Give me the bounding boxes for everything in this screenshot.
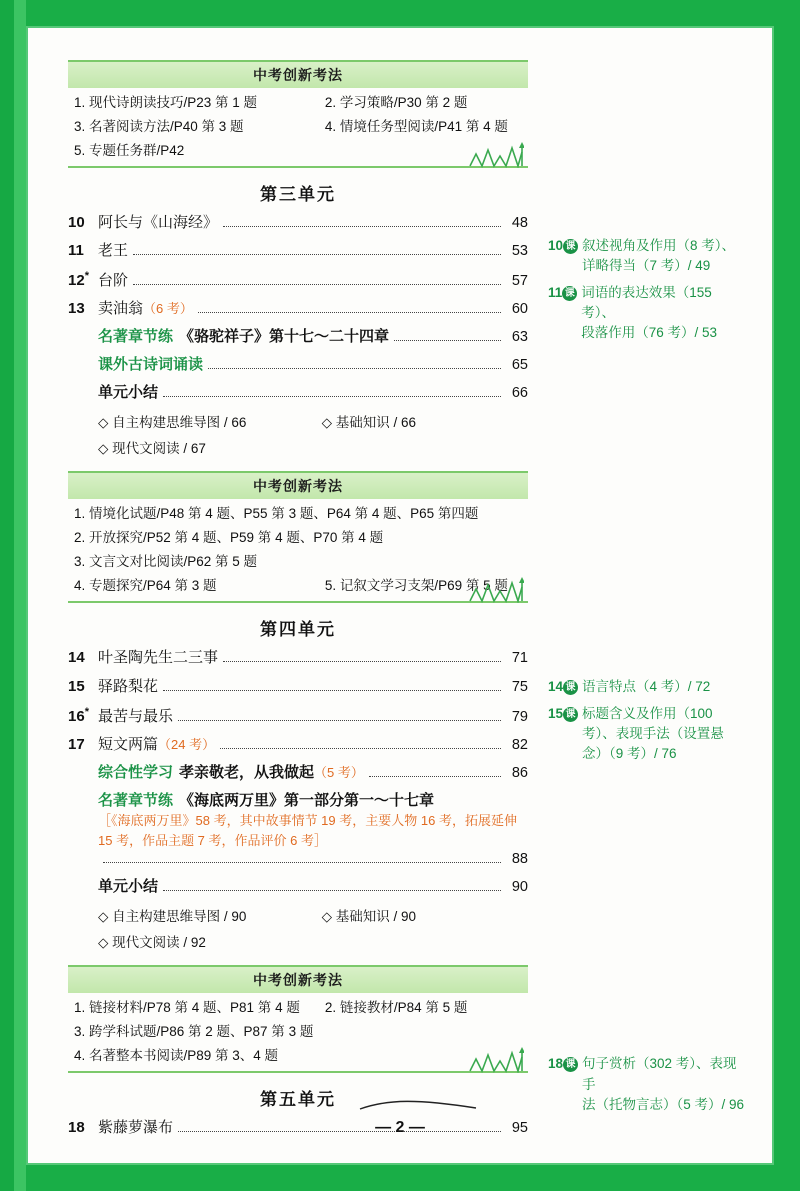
entry-category: 课外古诗词诵读 — [98, 356, 204, 374]
entry-note: （24 考） — [158, 736, 216, 752]
entry-number: 17 — [68, 735, 85, 753]
leader-dots — [133, 284, 501, 285]
entry-category: 综合性学习 — [98, 763, 174, 781]
side-note-line: 念）（9 考）/ 76 — [582, 746, 677, 761]
entry-label: 紫藤萝瀑布 — [98, 1119, 174, 1137]
entry-label: 最苦与最乐 — [98, 707, 174, 725]
exam-method-box-1 — [68, 60, 528, 168]
entry-label: 短文两篇 — [98, 735, 159, 753]
entry-label: 驿路梨花 — [98, 677, 159, 695]
entry-page: 88 — [511, 851, 528, 867]
unit-title-5: 第五单元 — [260, 1090, 336, 1110]
zigzag-decoration-icon — [468, 1047, 524, 1073]
toc-side-notes-column — [548, 54, 748, 1121]
leader-dots — [369, 776, 501, 777]
toc-entry[interactable] — [68, 299, 528, 320]
toc-entry-comprehensive-learning[interactable] — [68, 763, 528, 784]
side-note-line: 考）、表现手法（设置悬 — [582, 725, 724, 741]
leader-dots — [178, 720, 501, 721]
side-note-number: 18 — [548, 1056, 564, 1072]
entry-number: 15 — [68, 677, 85, 695]
exam-item: 4. 情境任务型阅读/P41 第 4 题 — [324, 119, 508, 134]
toc-entry-chapter-practice[interactable] — [68, 327, 528, 348]
entry-number: 12 * — [68, 269, 98, 291]
exam-box-row — [68, 112, 528, 136]
subitem[interactable]: ◇ 自主构建思维导图 / 66 — [98, 415, 247, 431]
side-note-circle-icon: 课 — [563, 1057, 578, 1072]
exam-item: 2. 学习策略/P30 第 2 题 — [324, 95, 468, 110]
subitem[interactable]: ◇ 现代文阅读 / 67 — [98, 441, 206, 457]
leader-dots — [223, 661, 501, 662]
entry-page: 90 — [511, 879, 528, 896]
exam-box-row — [68, 523, 528, 547]
entry-label: 卖油翁 — [98, 300, 144, 318]
side-note-number: 11 — [548, 284, 563, 300]
entry-page: 57 — [511, 273, 528, 290]
side-note-badge — [548, 236, 578, 256]
toc-entry[interactable] — [68, 677, 528, 698]
entry-label: 单元小结 — [98, 878, 159, 896]
exam-box-row — [68, 1017, 528, 1041]
exam-box-row — [68, 993, 528, 1017]
subitem[interactable]: ◇ 现代文阅读 / 92 — [98, 935, 206, 951]
entry-page: 66 — [511, 385, 528, 402]
side-note-text — [582, 236, 748, 277]
entry-page: 48 — [511, 215, 528, 231]
exam-box-title: 中考创新考法 — [68, 62, 528, 88]
side-note[interactable] — [548, 1054, 748, 1115]
toc-entry-unit-summary[interactable] — [68, 383, 528, 404]
exam-box-row — [68, 136, 528, 160]
exam-item: 1. 现代诗朗读技巧/P23 第 1 题 — [74, 95, 258, 110]
side-note-text — [582, 1054, 748, 1115]
exam-item: 5. 记叙文学习支架/P69 第 5 题 — [324, 578, 508, 594]
unit-title-4: 第四单元 — [260, 620, 336, 640]
side-note-text — [582, 704, 748, 765]
entry-label: 老王 — [98, 242, 129, 260]
side-note-number: 14 — [548, 679, 564, 695]
entry-label: 台阶 — [98, 272, 129, 290]
leader-dots — [394, 340, 501, 341]
entry-number: 13 — [68, 300, 85, 318]
side-note-line: 详略得当（7 考）/ 49 — [582, 258, 711, 274]
side-note-badge — [548, 1054, 578, 1074]
side-note-line: 语言特点（4 考）/ 72 — [582, 679, 711, 695]
exam-box-title: 中考创新考法 — [68, 473, 528, 499]
entry-number: 14 — [68, 649, 85, 667]
entry-number: 16 * — [68, 705, 98, 727]
side-note-line: 法（托物言志）（5 考）/ 96 — [582, 1096, 745, 1112]
side-note-circle-icon: 课 — [562, 286, 577, 301]
side-note-line: 标题含义及作用（100 — [582, 705, 713, 721]
toc-entry[interactable] — [68, 269, 528, 292]
leader-dots — [163, 396, 501, 397]
side-note-line: 叙述视角及作用（8 考）、 — [582, 238, 736, 253]
side-note[interactable] — [548, 236, 748, 277]
entry-number: 18 — [68, 1119, 85, 1137]
page-content — [28, 28, 772, 1163]
side-note[interactable] — [548, 283, 748, 344]
entry-label: 《骆驼祥子》第十七～二十四章 — [179, 328, 390, 346]
entry-label: 单元小结 — [98, 384, 159, 402]
entry-page: 53 — [511, 243, 528, 260]
toc-entry-chapter-practice[interactable] — [68, 791, 528, 870]
exam-box-row — [68, 571, 528, 595]
exam-box-row — [68, 1041, 528, 1065]
page-number: — 2 — — [375, 1119, 425, 1136]
entry-note-block: ［《海底两万里》58 考，其中故事情节 19 考，主要人物 16 考，拓展延伸 15 考，作品主题 7 考，作品评价 6 考］ — [98, 813, 517, 848]
leader-dots — [220, 748, 501, 749]
exam-item: 3. 文言文对比阅读/P62 第 5 题 — [74, 554, 258, 570]
entry-number: 11 — [68, 242, 84, 260]
toc-entry-unit-summary[interactable] — [68, 877, 528, 898]
side-note-number: 10 — [548, 238, 564, 253]
entry-label: 叶圣陶先生二三事 — [98, 649, 219, 667]
entry-page: 75 — [511, 678, 528, 695]
exam-item: 4. 名著整本书阅读/P89 第 3、4 题 — [74, 1048, 279, 1064]
exam-box-title: 中考创新考法 — [68, 967, 528, 993]
toc-entry[interactable] — [68, 735, 528, 756]
side-note-text — [582, 677, 748, 697]
entry-page: 71 — [511, 650, 528, 667]
subitem[interactable]: ◇ 基础知识 / 66 — [321, 415, 416, 431]
side-note[interactable] — [548, 704, 748, 765]
page-number-flourish-icon — [358, 1097, 478, 1111]
unit-summary-subitems — [98, 905, 528, 957]
leader-dots — [163, 890, 501, 891]
exam-item: 5. 专题任务群/P42 — [74, 143, 185, 158]
side-note-badge — [548, 677, 578, 697]
entry-category: 名著章节练 — [98, 328, 174, 346]
exam-item: 4. 专题探究/P64 第 3 题 — [74, 578, 217, 594]
toc-entry[interactable] — [68, 213, 528, 234]
toc-entry[interactable] — [68, 705, 528, 728]
unit-summary-subitems — [98, 411, 528, 463]
toc-entry-poetry[interactable] — [68, 355, 528, 376]
leader-dots — [208, 368, 501, 369]
entry-page: 82 — [511, 736, 528, 753]
exam-box-row — [68, 547, 528, 571]
entry-page: 63 — [511, 329, 528, 346]
entry-label: 阿长与《山海经》 — [98, 214, 219, 231]
side-note-circle-icon: 课 — [563, 239, 578, 254]
entry-page: 60 — [511, 301, 528, 318]
exam-method-box-2 — [68, 471, 528, 603]
entry-page: 95 — [511, 1120, 528, 1137]
side-note-circle-icon: 课 — [563, 707, 578, 722]
exam-item: 2. 链接教材/P84 第 5 题 — [324, 1000, 468, 1016]
zigzag-decoration-icon — [468, 142, 524, 168]
leader-dots — [223, 226, 501, 227]
subitem[interactable]: ◇ 自主构建思维导图 / 90 — [98, 909, 247, 925]
leader-dots — [198, 312, 501, 313]
toc-entry[interactable] — [68, 648, 528, 669]
toc-entry[interactable] — [68, 241, 528, 262]
exam-item: 3. 名著阅读方法/P40 第 3 题 — [74, 119, 244, 134]
side-note-circle-icon: 课 — [563, 680, 578, 695]
unit-title-3: 第三单元 — [260, 185, 336, 204]
exam-item: 2. 开放探究/P52 第 4 题、P59 第 4 题、P70 第 4 题 — [74, 530, 384, 546]
side-note-line: 句子赏析（302 考）、表现手 — [582, 1056, 737, 1092]
side-note-text — [581, 283, 748, 344]
exam-item: 1. 链接材料/P78 第 4 题、P81 第 4 题 — [74, 1000, 300, 1016]
page-sheet — [26, 26, 774, 1165]
entry-label: 《海底两万里》第一部分第一～十七章 — [179, 791, 435, 809]
entry-note: （6 考） — [143, 301, 193, 317]
entry-label: 孝亲敬老，从我做起 — [179, 763, 315, 781]
exam-item: 1. 情境化试题/P48 第 4 题、P55 第 3 题、P64 第 4 题、P65 第四题 — [74, 506, 479, 522]
entry-page: 86 — [511, 764, 528, 781]
entry-number: 10 — [68, 214, 85, 231]
exam-box-row — [68, 499, 528, 523]
exam-item: 3. 跨学科试题/P86 第 2 题、P87 第 3 题 — [74, 1024, 314, 1040]
side-note-number: 15 — [548, 705, 564, 721]
entry-note: （5 考） — [314, 764, 364, 780]
leader-dots — [103, 862, 501, 863]
zigzag-decoration-icon — [468, 577, 524, 603]
side-note-badge — [548, 704, 578, 724]
subitem[interactable]: ◇ 基础知识 / 90 — [321, 909, 416, 925]
side-note[interactable] — [548, 677, 748, 697]
exam-box-row — [68, 88, 528, 112]
side-note-line: 词语的表达效果（155 考）、 — [581, 284, 712, 320]
exam-method-box-3 — [68, 965, 528, 1073]
leader-dots — [163, 690, 501, 691]
side-note-badge — [548, 283, 577, 303]
entry-page: 79 — [511, 708, 528, 725]
toc-main-column — [68, 54, 528, 1146]
entry-category: 名著章节练 — [98, 791, 174, 809]
leader-dots — [133, 254, 501, 255]
entry-page: 65 — [511, 357, 528, 374]
side-note-line: 段落作用（76 考）/ 53 — [581, 325, 718, 340]
